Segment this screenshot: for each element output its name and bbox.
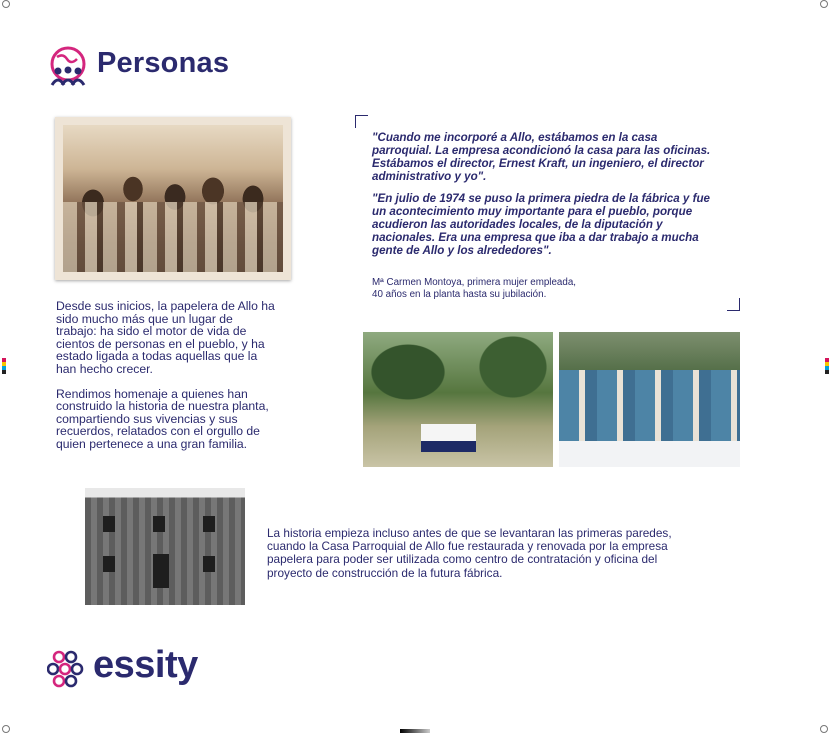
color-bar [2,358,6,374]
registration-mark [820,0,828,8]
event-photo-trees [363,332,553,467]
essity-logo-icon [47,650,87,690]
history-text: La historia empieza incluso antes de que se levantaran las primeras paredes, cuando la Casa Parroquial de Allo fue restaurada y renovada por la empresa papelera para poder ser utilizada como centro de contratación y oficina del proyecto de construcción de la futura fábrica. [267,526,672,580]
people-globe-icon [47,45,89,87]
quote-paragraph: "Cuando me incorporé a Allo, estábamos en la casa parroquial. La empresa acondicionó la casa para las oficinas. Estábamos el director, Ernest Kraft, un ingeniero, el director administrativo y yo". [372,131,711,183]
casa-parroquial-photo [85,488,245,605]
event-photo-hostesses [559,332,740,467]
quote-text [372,131,717,266]
quote-corner-mark [727,298,740,311]
intro-paragraph: Desde sus inicios, la papelera de Allo ha sido mucho más que un lugar de trabajo: ha sido el motor de vida de cientos de personas en el pueblo, y ha estado ligada a todas aquellas que la han hecho crecer. [56,299,275,376]
quote-paragraph: "En julio de 1974 se puso la primera piedra de la fábrica y fue un acontecimiento muy importante para el pueblo, porque acudieron las autoridades locales, de la diputación y nacionales. Era una empresa que iba a dar trabajo a mucha gente de Allo y los alrededores". [372,192,710,257]
gray-scale-bar [400,729,430,733]
quote-attribution [372,277,672,300]
intro-text [56,300,276,463]
attribution-line: 40 años en la planta hasta su jubilación. [372,288,547,300]
page-title: Personas [97,47,230,79]
group-photo [55,117,291,280]
brand-name: essity [93,644,198,686]
quote-corner-mark [355,115,368,128]
registration-mark [2,0,10,8]
attribution-line: Mª Carmen Montoya, primera mujer empleada, [372,277,576,288]
registration-mark [820,725,828,733]
color-bar [825,358,829,374]
intro-paragraph: Rendimos homenaje a quienes han construido la historia de nuestra planta, compartiendo sus vivencias y sus recuerdos, relatados con el orgullo de quien pertenece a una gran familia. [56,386,269,451]
registration-mark [2,725,10,733]
